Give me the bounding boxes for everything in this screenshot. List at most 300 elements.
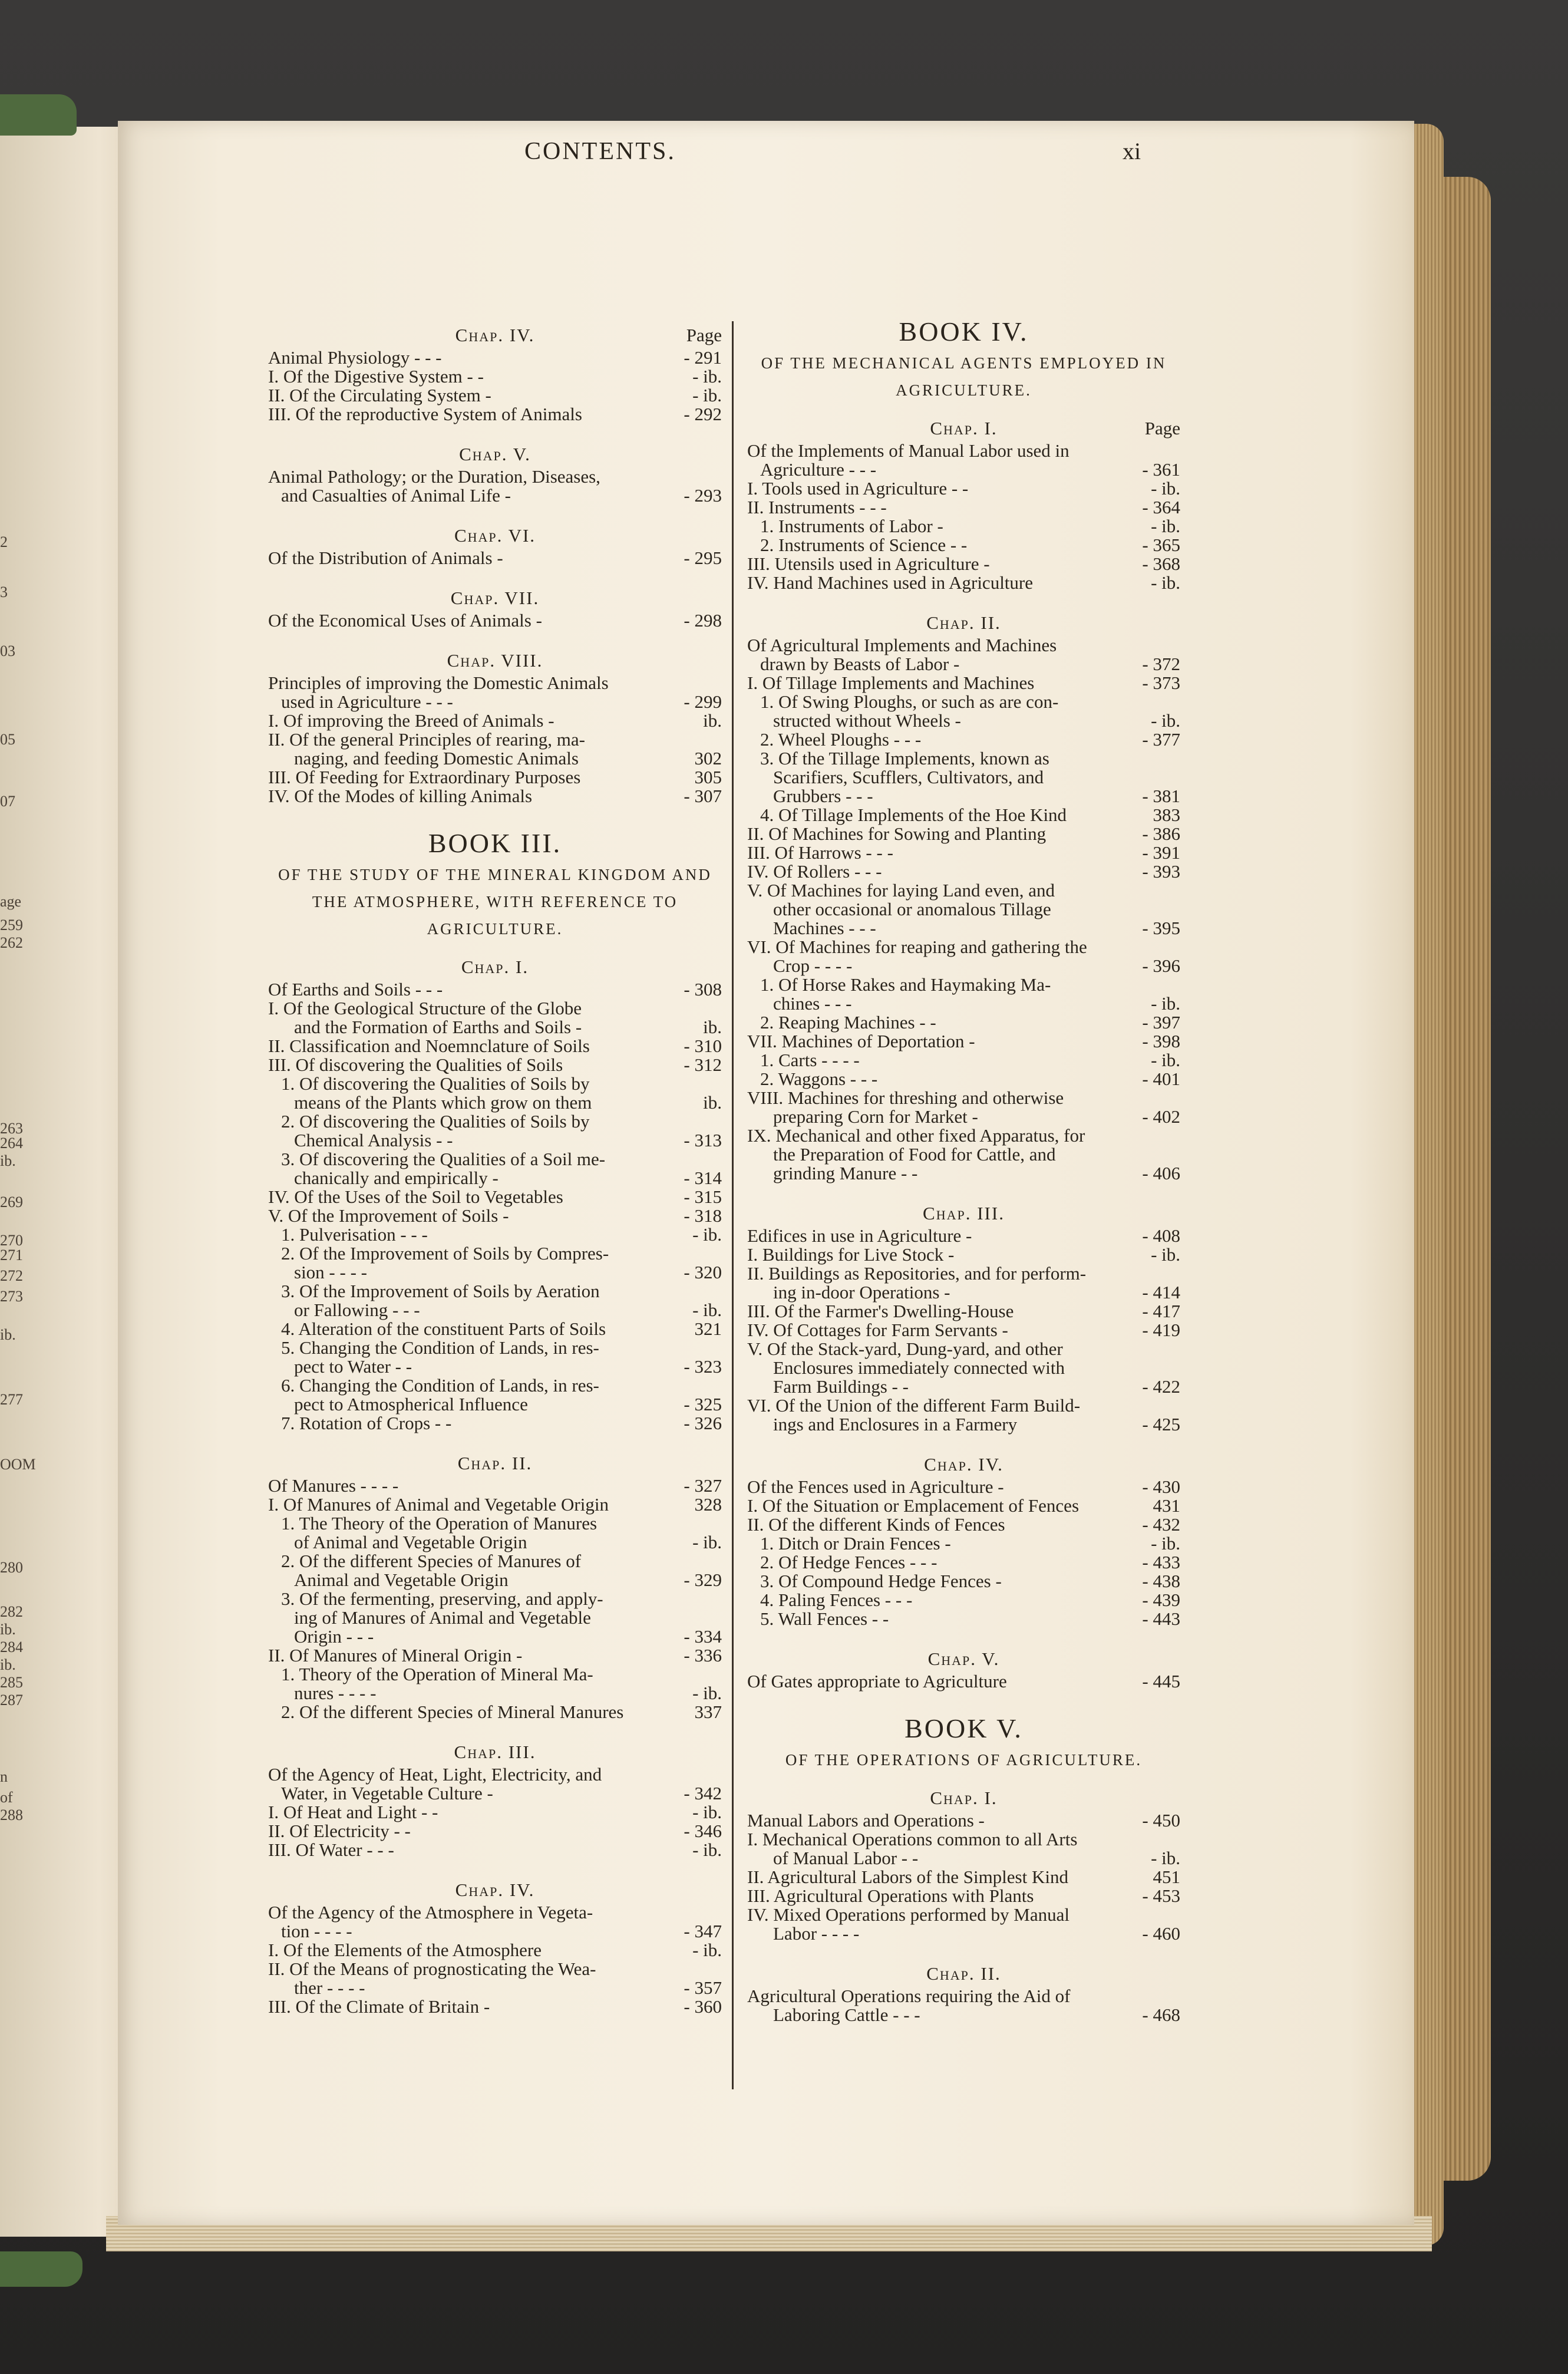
entry-title: IV. Of Cottages for Farm Servants - [747,1320,1008,1340]
toc-entry [747,994,1180,1013]
entry-page: - 393 [1142,861,1180,882]
entry-title: I. Of the Digestive System - - [268,366,484,387]
entry-title: 4. Alteration of the constituent Parts of Soils [281,1318,606,1339]
entry-title: used in Agriculture - - - [281,691,453,712]
chapter-heading-row [747,1789,1180,1808]
entry-title: 1. Theory of the Operation of Mineral Ma- [281,1664,593,1684]
entry-page: - 381 [1142,786,1180,806]
entry-title: Principles of improving the Domestic Animals [268,672,609,693]
gutter-fragment: 2 [0,533,8,550]
toc-entry [268,730,722,749]
entry-page: - ib. [1151,478,1180,499]
entry-page: - 346 [684,1821,722,1841]
entry-page: - 408 [1142,1225,1180,1246]
section-gap [268,568,722,578]
toc-entry [268,1903,722,1922]
chapter-heading: Chap. I. [461,957,529,977]
chapter-heading: Chap. IV. [455,325,535,345]
entry-page: 431 [1153,1495,1180,1516]
entry-page: - ib. [692,385,722,405]
chapter-heading: Chap. V. [927,1648,1000,1669]
entry-title: Of Manures - - - - [268,1475,399,1496]
entry-title: III. Of Harrows - - - [747,842,893,863]
chapter-heading: Chap. II. [457,1453,533,1473]
toc-entry [747,573,1180,592]
entry-page: 305 [694,767,722,787]
entry-title: II. Of the Means of prognosticating the Wea- [268,1958,596,1979]
entry-title: III. Of Water - - - [268,1839,394,1860]
toc-entry [747,749,1180,768]
toc-entry [747,1164,1180,1183]
gutter-fragment: 285 [0,1674,23,1691]
toc-entry [268,1997,722,2016]
toc-entry [268,1169,722,1188]
entry-title: 4. Paling Fences - - - [760,1590,913,1610]
entry-title: 1. Ditch or Drain Fences - [760,1533,951,1554]
entry-title: ing of Manures of Animal and Vegetable [294,1607,591,1628]
toc-entry [268,749,722,768]
entry-title: 2. Reaping Machines - - [760,1012,936,1033]
entry-title: Of the Agency of the Atmosphere in Vegeta- [268,1902,593,1923]
toc-entry [747,1830,1180,1849]
toc-entry [268,1627,722,1646]
entry-page: ib. [703,1017,722,1037]
section-gap [747,592,1180,603]
chapter-heading: Chap. IV. [924,1454,1003,1475]
gutter-fragment: 271 [0,1247,23,1264]
entry-title: 3. Of the Improvement of Soils by Aeration [281,1281,600,1301]
entry-page: - 397 [1142,1012,1180,1033]
entry-title: 6. Changing the Condition of Lands, in res- [281,1375,599,1396]
entry-title: Manual Labors and Operations - [747,1810,985,1831]
entry-page: - ib. [1151,1848,1180,1868]
toc-entry [268,1841,722,1859]
chapter-heading: Chap. I. [930,1788,998,1808]
chapter-heading-row [268,526,722,545]
entry-title: 1. Carts - - - - [760,1050,860,1070]
entry-title: preparing Corn for Market - [773,1106,978,1127]
entry-title: Of Gates appropriate to Agriculture [747,1671,1007,1692]
toc-entry [747,1868,1180,1887]
entry-title: 5. Changing the Condition of Lands, in res- [281,1337,599,1358]
entry-page: - ib. [1151,572,1180,593]
toc-entry [268,1495,722,1514]
chapter-heading-row [268,589,722,608]
entry-title: 2. Of discovering the Qualities of Soils by [281,1111,590,1132]
entry-page: - 364 [1142,497,1180,517]
toc-entry [268,1608,722,1627]
gutter-fragment: 284 [0,1638,23,1656]
entry-page: - 453 [1142,1885,1180,1906]
entry-page: - 342 [684,1783,722,1803]
toc-entry [747,975,1180,994]
gutter-fragment: 288 [0,1806,23,1824]
toc-entry [268,1514,722,1533]
toc-entry [268,1960,722,1979]
entry-page: - 395 [1142,918,1180,938]
chapter-heading-row [268,445,722,464]
toc-entry [268,1703,722,1722]
entry-page: 328 [694,1494,722,1515]
gutter-fragment: 287 [0,1692,23,1709]
toc-entry [268,1803,722,1822]
toc-entry [268,1646,722,1665]
toc-entry [268,693,722,711]
entry-title: IV. Hand Machines used in Agriculture [747,572,1033,593]
entry-title: III. Of Feeding for Extraordinary Purposes [268,767,581,787]
gutter-fragment: n [0,1768,8,1785]
entry-title: II. Of Machines for Sowing and Planting [747,823,1047,844]
gutter-fragment: ib. [0,1152,16,1169]
toc-entry [747,1924,1180,1943]
toc-entry [747,1572,1180,1591]
page-title: CONTENTS. [524,138,676,165]
toc-entry [747,900,1180,919]
toc-entry [268,1056,722,1074]
entry-page: - 312 [684,1054,722,1075]
toc-entry [747,1245,1180,1264]
entry-page: - 323 [684,1356,722,1377]
entry-page: - 450 [1142,1810,1180,1831]
toc-entry [268,711,722,730]
toc-entry [268,1263,722,1282]
entry-title: 1. Pulverisation - - - [281,1224,428,1245]
toc-entry [747,555,1180,573]
book-cover-corner [0,94,77,136]
toc-entry [268,1301,722,1320]
entry-title: VI. Of Machines for reaping and gathering the [747,937,1087,957]
section-gap [268,424,722,434]
entry-page: - 308 [684,979,722,1000]
entry-title: 2. Of the different Species of Mineral Manures [281,1702,624,1722]
entry-page: - 295 [684,548,722,568]
entry-page: - ib. [692,1224,722,1245]
entry-title: 1. Of discovering the Qualities of Soils by [281,1073,590,1094]
entry-page: - ib. [692,1683,722,1703]
entry-page: - 438 [1142,1571,1180,1591]
entry-page: ib. [703,710,722,731]
entry-title: Laboring Cattle - - - [773,2004,920,2025]
entry-page: - 365 [1142,535,1180,555]
toc-entry [747,1321,1180,1340]
toc-entry [747,957,1180,975]
book-subtitle: OF THE STUDY OF THE MINERAL KINGDOM AND THE ATMOSPHERE, WITH REFERENCE TO AGRICULTURE. [278,866,712,938]
toc-entry [268,1684,722,1703]
toc-entry [268,1320,722,1338]
toc-entry [747,1811,1180,1830]
toc-entry [268,611,722,630]
book-cover-corner-bottom [0,2251,82,2287]
entry-title: sion - - - - [294,1262,367,1282]
chapter-heading: Chap. VI. [454,525,536,546]
section-gap [747,1691,1180,1702]
chapter-heading: Chap. II. [926,612,1001,633]
entry-title: Of Agricultural Implements and Machines [747,635,1057,655]
entry-page: - 313 [684,1130,722,1150]
entry-title: II. Of Manures of Mineral Origin - [268,1645,523,1666]
gutter-fragment: of [0,1789,13,1806]
entry-page: - 443 [1142,1608,1180,1629]
toc-entry [747,1887,1180,1905]
entry-page: - ib. [692,366,722,387]
entry-title: 1. The Theory of the Operation of Manures [281,1513,598,1534]
chapter-heading-row [268,326,722,345]
entry-page: - ib. [692,1532,722,1552]
toc-entry [268,348,722,367]
toc-entry [268,1037,722,1056]
toc-entry [268,1765,722,1784]
entry-title: 2. Waggons - - - [760,1069,878,1089]
gutter-fragment: 05 [0,731,15,748]
book-title: BOOK V. [905,1713,1023,1743]
chapter-heading-row [268,958,722,977]
chapter-heading: Chap. I. [930,418,998,438]
gutter-fragment: 3 [0,583,8,601]
entry-title: 7. Rotation of Crops - - [281,1413,452,1433]
section-gap [747,1434,1180,1445]
gutter-fragment: 280 [0,1559,23,1576]
section-gap [268,2016,722,2027]
toc-entry [747,1145,1180,1164]
toc-entry [268,1093,722,1112]
chapter-heading: Chap. III. [454,1742,536,1762]
entry-title: Of the Implements of Manual Labor used in [747,440,1069,461]
left-column [268,315,722,2027]
toc-entry [268,1225,722,1244]
toc-entry [268,1941,722,1960]
entry-title: 3. Of the Tillage Implements, known as [760,748,1049,769]
entry-title: Farm Buildings - - [773,1376,909,1397]
entry-page: - 325 [684,1394,722,1414]
toc-entry [747,768,1180,787]
entry-title: 2. Wheel Ploughs - - - [760,729,922,750]
entry-title: Origin - - - [294,1626,374,1647]
toc-entry [747,1496,1180,1515]
entry-page: - 391 [1142,842,1180,863]
entry-page: - 291 [684,347,722,368]
entry-title: VI. Of the Union of the different Farm Build- [747,1395,1081,1416]
entry-title: and the Formation of Earths and Soils - [294,1017,582,1037]
toc-entry [747,1591,1180,1610]
entry-title: Edifices in use in Agriculture - [747,1225,972,1246]
chapter-heading: Chap. II. [926,1963,1001,1984]
entry-title: nures - - - - [294,1683,377,1703]
toc-entry [747,1226,1180,1245]
toc-entry [747,655,1180,674]
gutter-fragment: 07 [0,793,15,810]
entry-title: II. Buildings as Repositories, and for perform- [747,1263,1087,1284]
entry-page: - 398 [1142,1031,1180,1051]
toc-entry [747,806,1180,825]
section-gap [747,1628,1180,1639]
toc-entry [268,1074,722,1093]
toc-entry [747,517,1180,536]
gutter-fragment: ib. [0,1656,16,1673]
toc-entry [268,1206,722,1225]
toc-entry [747,1107,1180,1126]
section-gap [747,1702,1180,1712]
chapter-heading-row [268,1743,722,1762]
chapter-heading-row [747,1455,1180,1474]
toc-entry [747,1013,1180,1032]
toc-entry [268,1338,722,1357]
entry-title: 4. Of Tillage Implements of the Hoe Kind [760,804,1067,825]
chapter-heading: Chap. V. [459,444,531,464]
entry-page: - ib. [1151,710,1180,731]
section-gap [268,1722,722,1732]
toc-entry [268,386,722,405]
entry-title: I. Of the Elements of the Atmosphere [268,1940,542,1960]
toc-entry [747,441,1180,460]
toc-entry [747,1672,1180,1691]
entry-title: III. Of the reproductive System of Animals [268,404,582,424]
toc-entry [747,1340,1180,1359]
chapter-heading-row [268,1881,722,1900]
toc-entry [268,1395,722,1414]
entry-title: Animal Physiology - - - [268,347,442,368]
entry-title: V. Of the Stack-yard, Dung-yard, and other [747,1338,1063,1359]
toc-entry [747,1515,1180,1534]
entry-title: pect to Water - - [294,1356,412,1377]
entry-title: means of the Plants which grow on them [294,1092,592,1113]
entry-page: - ib. [1151,516,1180,536]
page-column-heading: Page [1144,418,1180,438]
entry-page: - ib. [1151,1533,1180,1554]
entry-title: and Casualties of Animal Life - [281,485,511,506]
entry-title: II. Agricultural Labors of the Simplest Kind [747,1867,1068,1887]
toc-entry [268,1590,722,1608]
entry-page: - ib. [692,1300,722,1320]
entry-title: 2. Of Hedge Fences - - - [760,1552,938,1572]
chapter-heading-row [747,1204,1180,1223]
toc-entry [747,1415,1180,1434]
page-column-heading: Page [686,325,722,345]
toc-entry [747,536,1180,555]
entry-title: IV. Of the Uses of the Soil to Vegetables [268,1186,563,1207]
entry-title: II. Of the Circulating System - [268,385,491,405]
entry-title: ther - - - - [294,1977,365,1998]
gutter-fragment: OOM [0,1456,36,1473]
toc-entry [747,1051,1180,1070]
entry-page: - ib. [1151,1244,1180,1265]
entry-page: - 372 [1142,654,1180,674]
entry-page: - 307 [684,786,722,806]
toc-entry [747,693,1180,711]
entry-page: - 445 [1142,1671,1180,1692]
book-title: BOOK III. [428,828,562,858]
chapter-heading: Chap. III. [923,1203,1005,1224]
entry-page: ib. [703,1092,722,1113]
chapter-heading-row [747,1650,1180,1669]
toc-entry [747,460,1180,479]
entry-title: grinding Manure - - [773,1163,918,1183]
entry-title: III. Utensils used in Agriculture - [747,553,990,574]
entry-page: - 422 [1142,1376,1180,1397]
entry-page: - 433 [1142,1552,1180,1572]
entry-title: Of Earths and Soils - - - [268,979,443,1000]
entry-title: 3. Of discovering the Qualities of a Soil me- [281,1149,606,1169]
entry-title: I. Of Manures of Animal and Vegetable Origin [268,1494,609,1515]
gutter-fragment: 264 [0,1135,23,1152]
toc-entry [747,1264,1180,1283]
toc-entry [747,1359,1180,1377]
entry-title: 2. Of the different Species of Manures of [281,1551,582,1571]
toc-entry [268,1244,722,1263]
entry-page: - ib. [1151,1050,1180,1070]
entry-title: II. Instruments - - - [747,497,887,517]
entry-page: - 336 [684,1645,722,1666]
entry-title: I. Tools used in Agriculture - - [747,478,969,499]
toc-entry [747,1070,1180,1089]
toc-entry [268,768,722,787]
entry-title: the Preparation of Food for Cattle, and [773,1144,1056,1165]
toc-entry [747,1089,1180,1107]
toc-entry [747,1905,1180,1924]
entry-title: Of the Distribution of Animals - [268,548,503,568]
entry-page: - 430 [1142,1476,1180,1497]
chapter-heading-row [747,419,1180,438]
toc-entry [268,1552,722,1571]
entry-title: I. Of the Situation or Emplacement of Fences [747,1495,1080,1516]
toc-entry [747,2006,1180,2025]
entry-title: 5. Wall Fences - - [760,1608,889,1629]
toc-entry [747,938,1180,957]
section-gap [268,630,722,641]
entry-page: 302 [694,748,722,769]
entry-title: Of the Economical Uses of Animals - [268,610,542,631]
toc-entry [268,405,722,424]
toc-entry [747,1377,1180,1396]
entry-title: II. Of the different Kinds of Fences [747,1514,1005,1535]
entry-title: IX. Mechanical and other fixed Apparatus, for [747,1125,1085,1146]
entry-title: drawn by Beasts of Labor - [760,654,960,674]
toc-entry [747,1283,1180,1302]
toc-entry [747,1534,1180,1553]
toc-entry [747,498,1180,517]
gutter-fragment: 272 [0,1267,23,1284]
gutter-fragment: 277 [0,1391,23,1408]
entry-page: - 293 [684,485,722,506]
toc-entry [747,1553,1180,1572]
section-gap [747,2025,1180,2035]
entry-page: - 360 [684,1996,722,2017]
gutter-fragment: 259 [0,916,23,934]
page-number: xi [1123,138,1141,164]
entry-page: 337 [694,1702,722,1722]
entry-title: V. Of the Improvement of Soils - [268,1205,509,1226]
entry-title: III. Of the Climate of Britain - [268,1996,490,2017]
entry-title: II. Of Electricity - - [268,1821,411,1841]
toc-entry [268,787,722,806]
entry-title: Agriculture - - - [760,459,877,480]
entry-page: - 299 [684,691,722,712]
entry-title: or Fallowing - - - [294,1300,420,1320]
toc-entry [268,1282,722,1301]
entry-title: I. Mechanical Operations common to all Arts [747,1829,1078,1849]
entry-page: - ib. [692,1839,722,1860]
toc-entry [747,711,1180,730]
toc-entry [268,1112,722,1131]
entry-title: I. Of Heat and Light - - [268,1802,438,1822]
toc-entry [747,843,1180,862]
chapter-heading: Chap. IV. [455,1880,535,1900]
toc-entry [268,980,722,999]
chapter-heading: Chap. VIII. [447,650,543,671]
gutter-fragment: 270 [0,1232,23,1249]
entry-title: Of the Agency of Heat, Light, Electricity, and [268,1764,602,1785]
entry-title: Crop - - - - [773,955,853,976]
entry-page: - 373 [1142,672,1180,693]
